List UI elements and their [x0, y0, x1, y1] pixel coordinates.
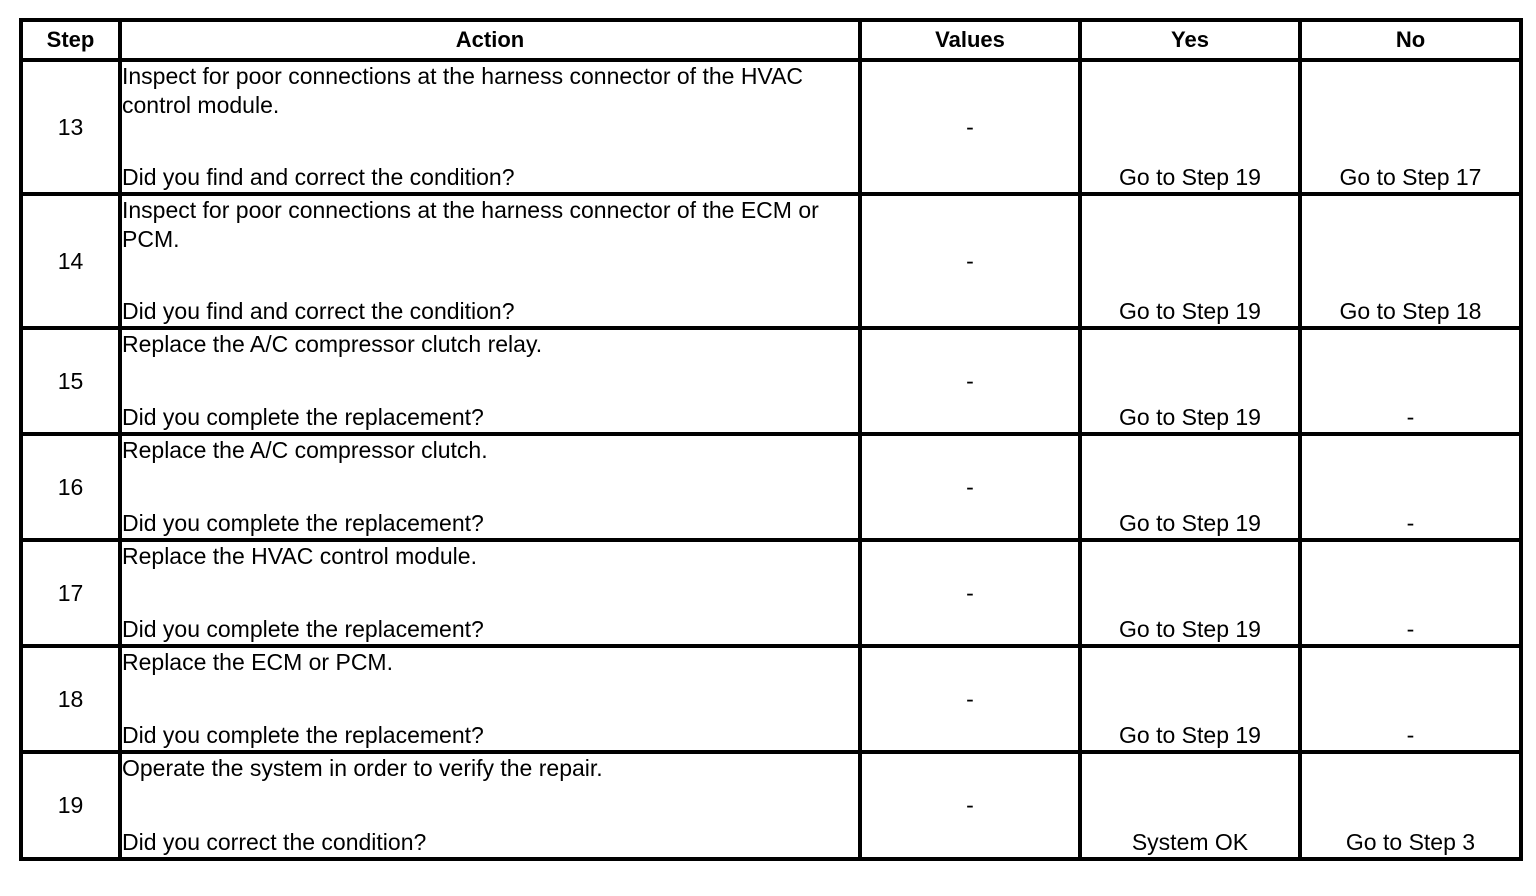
no-cell: - [1300, 434, 1521, 540]
header-action: Action [120, 20, 860, 60]
action-question: Did you correct the condition? [122, 829, 427, 855]
values-cell: - [860, 328, 1080, 434]
action-cell [120, 328, 860, 434]
action-cell [120, 194, 860, 328]
values-cell: - [860, 194, 1080, 328]
yes-cell: System OK [1080, 752, 1300, 859]
action-question: Did you complete the replacement? [122, 722, 484, 748]
action-cell [120, 434, 860, 540]
table-row [21, 328, 1521, 434]
table-row [21, 540, 1521, 646]
action-instruction: Operate the system in order to verify the repair. [122, 755, 603, 781]
action-instruction: Inspect for poor connections at the harness connector of the HVAC control module. [122, 63, 804, 118]
yes-cell: Go to Step 19 [1080, 646, 1300, 752]
no-cell: - [1300, 540, 1521, 646]
action-instruction: Replace the A/C compressor clutch. [122, 437, 488, 463]
header-no: No [1300, 20, 1521, 60]
action-instruction: Replace the HVAC control module. [122, 543, 477, 569]
action-question: Did you find and correct the condition? [122, 298, 515, 324]
yes-cell: Go to Step 19 [1080, 60, 1300, 194]
step-number: 18 [21, 646, 120, 752]
table-row [21, 752, 1521, 859]
yes-cell: Go to Step 19 [1080, 194, 1300, 328]
step-number: 17 [21, 540, 120, 646]
header-yes: Yes [1080, 20, 1300, 60]
values-cell: - [860, 60, 1080, 194]
header-row [21, 20, 1521, 60]
action-cell [120, 60, 860, 194]
yes-cell: Go to Step 19 [1080, 434, 1300, 540]
step-number: 16 [21, 434, 120, 540]
no-cell: - [1300, 328, 1521, 434]
values-cell: - [860, 752, 1080, 859]
step-number: 15 [21, 328, 120, 434]
action-cell [120, 540, 860, 646]
values-cell: - [860, 646, 1080, 752]
action-instruction: Replace the A/C compressor clutch relay. [122, 331, 543, 357]
action-question: Did you complete the replacement? [122, 616, 484, 642]
step-number: 19 [21, 752, 120, 859]
step-number: 13 [21, 60, 120, 194]
values-cell: - [860, 540, 1080, 646]
step-number: 14 [21, 194, 120, 328]
action-instruction: Replace the ECM or PCM. [122, 649, 393, 675]
action-cell [120, 752, 860, 859]
values-cell: - [860, 434, 1080, 540]
table-row [21, 194, 1521, 328]
no-cell: Go to Step 18 [1300, 194, 1521, 328]
table-row [21, 646, 1521, 752]
action-question: Did you complete the replacement? [122, 404, 484, 430]
action-question: Did you complete the replacement? [122, 510, 484, 536]
action-instruction: Inspect for poor connections at the harness connector of the ECM or PCM. [122, 197, 819, 252]
table-row [21, 60, 1521, 194]
no-cell: Go to Step 17 [1300, 60, 1521, 194]
no-cell: - [1300, 646, 1521, 752]
yes-cell: Go to Step 19 [1080, 540, 1300, 646]
header-step: Step [21, 20, 120, 60]
header-values: Values [860, 20, 1080, 60]
no-cell: Go to Step 3 [1300, 752, 1521, 859]
action-cell [120, 646, 860, 752]
diagnostic-table [19, 18, 1523, 861]
action-question: Did you find and correct the condition? [122, 164, 515, 190]
table-row [21, 434, 1521, 540]
yes-cell: Go to Step 19 [1080, 328, 1300, 434]
